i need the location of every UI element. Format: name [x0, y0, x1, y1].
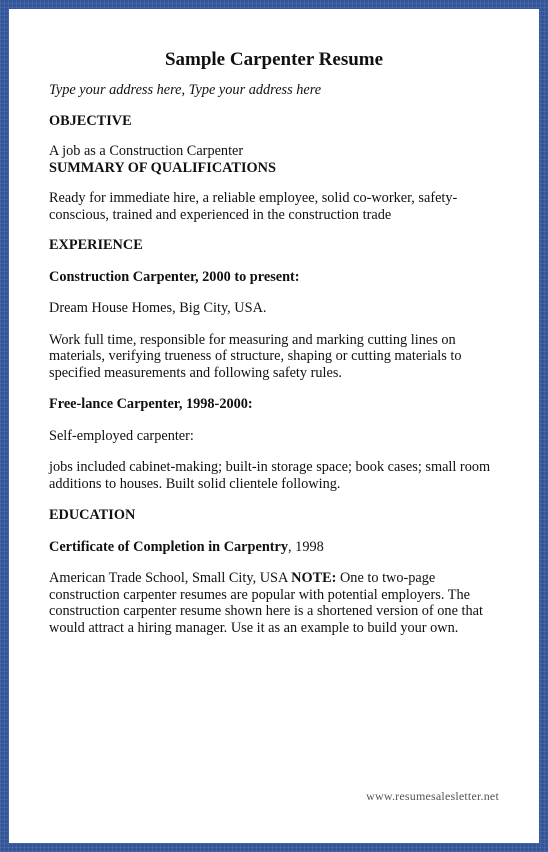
education-heading: EDUCATION	[49, 507, 136, 523]
objective-text: A job as a Construction Carpenter	[49, 143, 244, 159]
school-text: American Trade School, Small City, USA	[49, 570, 292, 586]
summary-heading: SUMMARY OF QUALIFICATIONS	[49, 159, 276, 176]
resume-title: Sample Carpenter Resume	[164, 49, 384, 70]
job-title: Construction Carpenter, 2000 to present:	[49, 268, 300, 285]
certificate-name: Certificate of Completion in Carpentry	[49, 538, 289, 555]
certificate-year: , 1998	[288, 538, 324, 555]
address-line: Type your address here, Type your address here	[49, 82, 322, 98]
school-and-note	[49, 570, 499, 636]
job-employer: Dream House Homes, Big City, USA.	[49, 300, 267, 316]
summary-text: Ready for immediate hire, a reliable employee, solid co-worker, safety-conscious, trained and experienced in the construction trade	[49, 190, 458, 223]
job-title: Free-lance Carpenter, 1998-2000:	[49, 396, 253, 412]
website-watermark: www.resumesalesletter.net	[366, 789, 499, 803]
objective-heading: OBJECTIVE	[49, 112, 132, 129]
resume-page	[9, 9, 539, 843]
job-employer: Self-employed carpenter:	[49, 427, 194, 444]
certificate-line	[49, 539, 499, 556]
job-description: Work full time, responsible for measuring and marking cutting lines on materials, verifying trueness of structure, shaping or cutting materials to specified measurements and following safety rules.	[49, 331, 462, 381]
job-description: jobs included cabinet-making; built-in storage space; book cases; small room additions to houses. Built solid clientele following.	[49, 459, 491, 492]
experience-heading: EXPERIENCE	[49, 237, 143, 253]
note-label: NOTE:	[291, 570, 337, 586]
note-text: One to two-page construction carpenter resumes are popular with potential employers. The construction carpenter resume shown here is a shortened version of one that would attract a hiring manager. Use it as an example to build your own.	[49, 570, 483, 636]
